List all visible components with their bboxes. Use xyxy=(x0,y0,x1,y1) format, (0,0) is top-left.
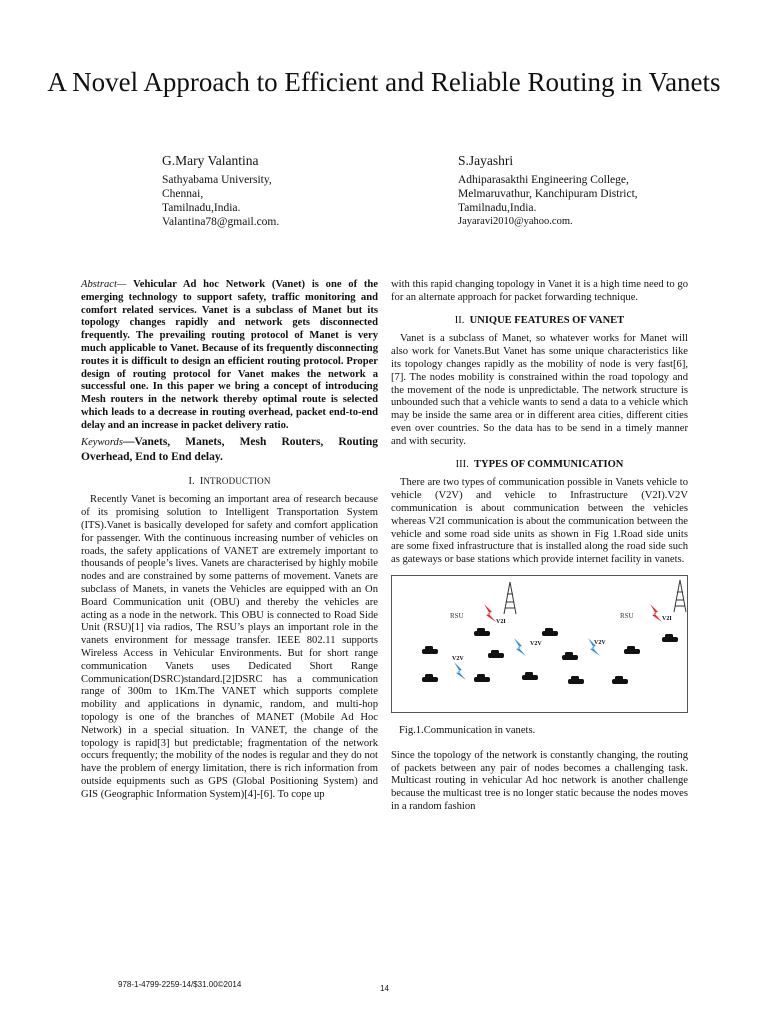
rsu-tower-icon xyxy=(504,582,516,614)
footer-isbn: 978-1-4799-2259-14/$31.00©2014 xyxy=(118,980,242,989)
rsu-label: RSU xyxy=(620,611,634,620)
author-affiliation-line: Melmaruvathur, Kanchipuram District, xyxy=(458,188,638,200)
page-number: 14 xyxy=(380,984,389,993)
abstract-text: Vehicular Ad hoc Network (Vanet) is one of the emerging technology to support safety, traffic monitoring and comfort related services. Vanet is a subclass of Manet but its topology changes rapidly and network gets disconnected frequently. The prevailing routing protocol of Manet is very much applicable to Vanet. Because of its frequently disconnecting routes it is difficult to design an efficient routing protocol. Proper design of routing protocol for Vanet makes the network a successful one. In this paper we bring a concept of introducing Mesh routers in the network thereby optimal route is selected which leads to a decrease in routing overhead, packet end-to-end delay and an increase in packet delivery ratio. xyxy=(81,279,378,431)
author-email: Valantina78@gmail.com. xyxy=(162,216,280,228)
abstract: Abstract— Vehicular Ad hoc Network (Vanet) is one of the emerging technology to support safety, traffic monitoring and comfort related services. Vanet is a subclass of Manet but its topology changes rapidly and network gets disconnected frequently. The prevailing routing protocol of Manet is very much applicable to Vanet. Because of its frequently disconnecting routes it is difficult to design an efficient routing protocol. Proper design of routing protocol for Vanet makes the network a successful one. In this paper we bring a concept of introducing Mesh routers in the network thereby optimal route is selected which leads to a decrease in routing overhead, packet end-to-end delay and an increase in packet delivery ratio. xyxy=(81,279,378,431)
v2i-signal-icon xyxy=(484,604,496,622)
author-block-1 xyxy=(162,152,279,229)
car-icon xyxy=(488,650,504,658)
author-affiliation-line: Tamilnadu,India. xyxy=(458,202,537,214)
author-affiliation-line: Sathyabama University, xyxy=(162,174,272,186)
car-icon xyxy=(662,634,678,642)
car-icon xyxy=(522,672,538,680)
figure-communication-diagram xyxy=(391,575,688,713)
abstract-label: Abstract xyxy=(81,279,117,290)
v2i-signal-icon xyxy=(650,604,662,622)
author-block-2 xyxy=(458,152,638,229)
author-name: S.Jayashri xyxy=(458,153,514,168)
author-affiliation-line: Chennai, xyxy=(162,188,204,200)
car-icon xyxy=(542,628,558,636)
v2v-signal-icon xyxy=(454,662,466,680)
author-name: G.Mary Valantina xyxy=(162,153,259,168)
section-heading-introduction: I. INTRODUCTION xyxy=(188,475,271,487)
types-paragraph: There are two types of communication possible in Vanets vehicle to vehicle (V2V) and vehicle to Infrastructure (V2I).V2V communication is about communication between the vehicles whereas V2I communication is about the communication between the vehicle and some road side units as shown in Fig 1.Road side units are some fixed infrastructure that is installed along the road side such as gateways or base stations which provide internet facility in vanets. xyxy=(391,477,688,566)
car-icon xyxy=(612,676,628,684)
car-icon xyxy=(422,646,438,654)
section-heading-types-of-communication: III. TYPES OF COMMUNICATION xyxy=(455,458,624,470)
car-icon xyxy=(568,676,584,684)
continuation-paragraph: with this rapid changing topology in Vanet it is a high time need to go for an alternate approach for packet forwarding technique. xyxy=(391,279,688,303)
keywords-label: Keywords xyxy=(81,436,123,448)
introduction-paragraph: Recently Vanet is becoming an important area of research because of its promising solution to Intelligent Transportation System (ITS).Vanet is basically developed for safety and comfort application for passenger. With the continuous increasing number of vehicles on roads, the safety applications of VANET are extremely important to thousands of people’s lives. Vanets are characterised by highly mobile nodes and are constrained by some patterns of movement. Vanets are subclass of Manets, in vanets the Vehicles are equipped with an On Board Communication unit (OBU) and thereby the vehicles are acting as a node in the network. This OBU is connected to Road Side Unit (RSU)[1] via radios, The RSU’s plays an important role in the vanets environment for message transfer. IEEE 802.11 supports Wireless Access in Vehicular Environments. But for short range communication Vanets uses Dedicated Short Range Communication(DSRC)standard.[2]DSRC has a communication range of 300m to 1Km.The VANET which supports complete mobility and applications in dynamic, random, and multi-hop topology is one of the branches of MANET (Mobile Ad Hoc Network) in a special situation. In VANET, the change of the topology is rapid[3] but predictable; fragmentation of the network occurs frequently; the mobility of the nodes is regular and they do not have the problem of energy limitation, there is rich information from outside equipments such as GPS (Global Positioning System) and GIS (Geographic Information System)[4]-[6]. To cope up xyxy=(81,494,378,800)
v2v-label: V2V xyxy=(452,655,464,662)
car-icon xyxy=(422,674,438,682)
keywords-text: Vanets, Manets, Mesh Routers, Routing Overhead, End to End delay. xyxy=(81,435,378,463)
car-icon xyxy=(562,652,578,660)
author-email: Jayaravi2010@yahoo.com. xyxy=(458,216,573,227)
unique-features-paragraph: Vanet is a subclass of Manet, so whatever works for Manet will also work for Vanets.But Vanet has some unique characteristics like its topology changes rapidly as the mobility of node is very fast[6],[7]. The nodes mobility is constrained within the road topology and the movement of the node is unpredictable. The network structure is unbounded such that a vehicle wants to send a data to a vehicle which may be inside the same area or in different area cities, different cities even over countries. So the data has to be send in a timely manner and with security. xyxy=(391,333,688,447)
left-column xyxy=(81,279,378,801)
figure-caption: Fig.1.Communication in vanets. xyxy=(399,724,536,736)
communication-diagram xyxy=(392,576,689,712)
keywords: Keywords—Vanets, Manets, Mesh Routers, Routing Overhead, End to End delay. xyxy=(81,435,378,463)
author-affiliation-line: Adhiparasakthi Engineering College, xyxy=(458,174,629,186)
v2i-label: V2I xyxy=(496,618,506,625)
v2v-signal-icon xyxy=(514,638,526,656)
car-icon xyxy=(474,628,490,636)
rsu-label: RSU xyxy=(450,611,464,620)
v2v-label: V2V xyxy=(530,640,542,647)
car-icon xyxy=(474,674,490,682)
car-icon xyxy=(624,646,640,654)
section-heading-unique-features: II. UNIQUE FEATURES OF VANET xyxy=(454,314,625,326)
rsu-tower-icon xyxy=(674,580,686,612)
paper-title: A Novel Approach to Efficient and Reliable Routing in Vanets xyxy=(47,67,721,97)
right-column xyxy=(391,279,688,814)
v2v-label: V2V xyxy=(594,639,606,646)
after-figure-paragraph: Since the topology of the network is constantly changing, the routing of packets between any pair of nodes becomes a challenging task. Multicast routing in vehicular Ad hoc network is another challenge because the multicast tree is no longer static because the nodes moves in a random fashion xyxy=(391,749,688,812)
author-affiliation-line: Tamilnadu,India. xyxy=(162,202,241,214)
v2i-label: V2I xyxy=(662,615,672,622)
